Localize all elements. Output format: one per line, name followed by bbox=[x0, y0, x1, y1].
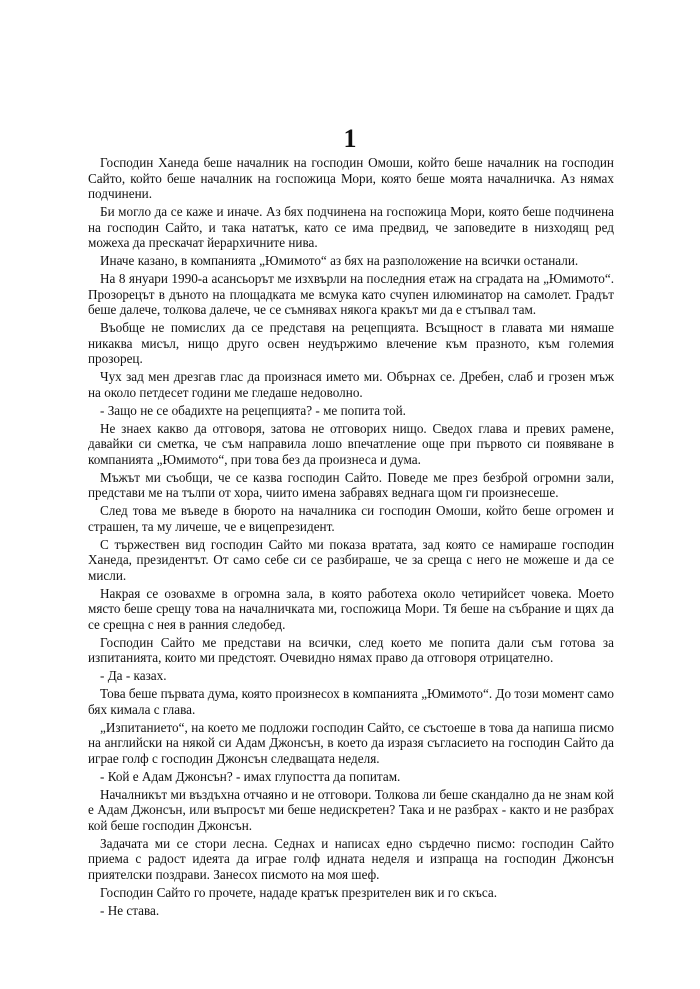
paragraph: Не знаех какво да отговоря, затова не отговорих нищо. Сведох глава и превих рамене, давайки си сметка, че съм направила лошо впечатление още при първото си появяване в компанията „Юмимото“, при това без да произнеса и дума. bbox=[88, 420, 614, 467]
chapter-number: 1 bbox=[343, 124, 357, 153]
paragraph: Чух зад мен дрезгав глас да произнася името ми. Обърнах се. Дребен, слаб и грозен мъж на около петдесет години ме гледаше недоволно. bbox=[88, 369, 614, 400]
dialogue-line: - Не става. bbox=[100, 902, 160, 918]
paragraph: Накрая се озовахме в огромна зала, в която работеха около четирийсет човека. Моето място беше срещу това на началничката ми, госпожица Мори. Тя беше на събрание и щях да се срещна с нея в ранния следобед. bbox=[88, 585, 614, 632]
paragraph: Господин Сайто го прочете, нададе кратък презрителен вик и го скъса. bbox=[100, 884, 498, 900]
paragraph: Господин Ханеда беше началник на господин Омоши, който беше началник на господин Сайто, който беше началник на госпожица Мори, която беше моята началничка. Аз нямах подчинени. bbox=[88, 155, 614, 201]
dialogue-line: - Да - казах. bbox=[100, 668, 167, 683]
paragraph: Би могло да се каже и иначе. Аз бях подчинена на госпожица Мори, която беше подчинена на господин Сайто, и така нататък, като се има предвид, че заповедите в низходящ ред можеха да прескачат йерархичните нива. bbox=[88, 204, 614, 250]
paragraph: С тържествен вид господин Сайто ми показа вратата, зад която се намираше господин Ханеда, президентът. От само себе си се разбираше, че за среща с него не можеше и да се мисли. bbox=[88, 536, 614, 583]
paragraph: „Изпитанието“, на което ме подложи господин Сайто, се състоеше в това да напиша писмо на английски на някой си Адам Джонсън, в което да изразя съгласието на господин Сайто да играе голф с господин Джонсън следващата неделя. bbox=[88, 719, 614, 766]
paragraph: Въобще не помислих да се представя на рецепцията. Всъщност в главата ми нямаше никаква мисъл, нищо друго освен неудържимо влечение към празното, към големия прозорец. bbox=[88, 320, 614, 366]
dialogue-line: - Защо не се обадихте на рецепцията? - ме попита той. bbox=[100, 402, 406, 418]
paragraph: След това ме въведе в бюрото на началника си господин Омоши, който беше огромен и страшен, та му личеше, че е вицепрезидент. bbox=[88, 503, 614, 534]
paragraph: Началникът ми въздъхна отчаяно и не отговори. Толкова ли беше скандално да не знам кой е Адам Джонсън, или въпросът ми беше недискретен? Така и не разбрах - както и не разбрах кой беше господин Джонсън. bbox=[88, 786, 614, 833]
paragraph: Мъжът ми съобщи, че се казва господин Сайто. Поведе ме през безброй огромни зали, представи ме на тълпи от хора, чиито имена забравях веднага щом ги произнесеше. bbox=[88, 469, 614, 500]
paragraph: Това беше първата дума, която произнесох в компанията „Юмимото“. До този момент само бях кимала с глава. bbox=[88, 686, 614, 717]
paragraph: Иначе казано, в компанията „Юмимото“ аз бях на разположение на всички останали. bbox=[100, 253, 579, 268]
chapter-text bbox=[88, 155, 614, 921]
paragraph: Задачата ми се стори лесна. Седнах и написах едно сърдечно писмо: господин Сайто приема с радост идеята да играе голф идната неделя и изпраща на господин Джонсън приятелски поздрави. Занесох писмото на моя шеф. bbox=[88, 835, 614, 882]
paragraph: Господин Сайто ме представи на всички, след което ме попита дали съм готова за изпитанията, които ми предстоят. Очевидно нямах право да отговоря отрицателно. bbox=[88, 634, 614, 665]
dialogue-line: - Кой е Адам Джонсън? - имах глупостта да попитам. bbox=[100, 768, 401, 784]
paragraph: На 8 януари 1990-а асансьорът ме изхвърли на последния етаж на сградата на „Юмимото“. Прозорецът в дъното на площадката ме всмука като счупен илюминатор на самолет. Градът беше далече, толкова далече, че се съмнявах някога кракът ми да е стъпвал там. bbox=[88, 271, 614, 317]
